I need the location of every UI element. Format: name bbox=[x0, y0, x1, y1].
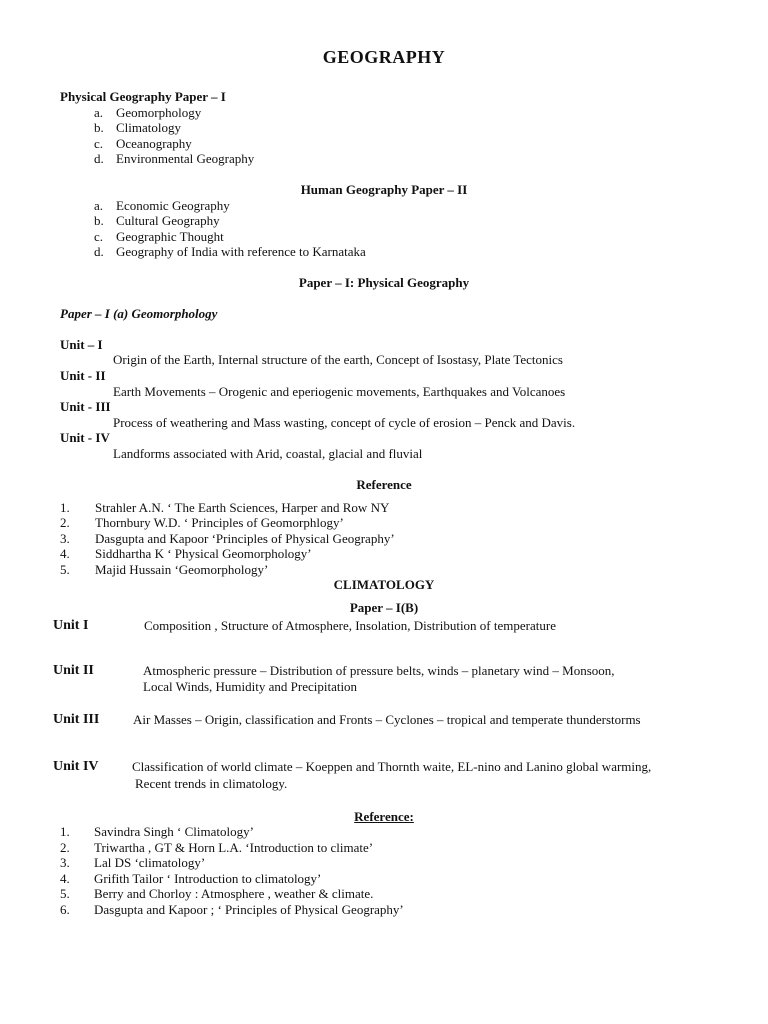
list-marker: c. bbox=[94, 229, 104, 244]
unit-text: Earth Movements – Orogenic and eperiogenic movements, Earthquakes and Volcanoes bbox=[113, 384, 566, 399]
list-marker: c. bbox=[94, 136, 104, 151]
unit-text: Air Masses – Origin, classification and Fronts – Cyclones – tropical and temperate thunderstorms bbox=[133, 712, 641, 727]
reference-number: 2. bbox=[60, 515, 70, 530]
list-marker: d. bbox=[94, 151, 104, 166]
unit-label: Unit - II bbox=[60, 368, 106, 383]
reference-heading: Reference bbox=[356, 477, 412, 492]
list-item: Economic Geography bbox=[116, 198, 230, 213]
reference-item: Majid Hussain ‘Geomorphology’ bbox=[95, 562, 269, 577]
reference-item: Grifith Tailor ‘ Introduction to climatology’ bbox=[94, 871, 322, 886]
list-item: Cultural Geography bbox=[116, 213, 220, 228]
reference-number: 6. bbox=[60, 902, 70, 917]
reference-number: 5. bbox=[60, 562, 70, 577]
reference-number: 3. bbox=[60, 531, 70, 546]
page-title: GEOGRAPHY bbox=[322, 47, 446, 67]
reference-item: Savindra Singh ‘ Climatology’ bbox=[94, 824, 254, 839]
geomorphology-heading: Paper – I (a) Geomorphology bbox=[60, 306, 218, 321]
reference-number: 5. bbox=[60, 886, 70, 901]
list-item: Geography of India with reference to Karnataka bbox=[116, 244, 366, 259]
unit-label: Unit IV bbox=[53, 759, 99, 774]
reference-item: Thornbury W.D. ‘ Principles of Geomorphlogy’ bbox=[95, 515, 344, 530]
unit-text: Classification of world climate – Koeppen and Thornth waite, EL-nino and Lanino global warming, bbox=[132, 759, 652, 774]
list-marker: b. bbox=[94, 120, 104, 135]
unit-text: Local Winds, Humidity and Precipitation bbox=[143, 679, 358, 694]
reference-item: Berry and Chorloy : Atmosphere , weather & climate. bbox=[94, 886, 374, 901]
reference-number: 2. bbox=[60, 840, 70, 855]
unit-label: Unit III bbox=[53, 712, 100, 727]
unit-label: Unit - III bbox=[60, 399, 111, 414]
unit-text: Atmospheric pressure – Distribution of pressure belts, winds – planetary wind – Monsoon, bbox=[143, 663, 615, 678]
paper1-heading: Physical Geography Paper – I bbox=[60, 89, 226, 104]
unit-label: Unit – I bbox=[60, 337, 103, 352]
unit-label: Unit I bbox=[53, 618, 89, 633]
reference-item: Siddhartha K ‘ Physical Geomorphology’ bbox=[95, 546, 312, 561]
reference-number: 1. bbox=[60, 824, 70, 839]
unit-text: Landforms associated with Arid, coastal, glacial and fluvial bbox=[113, 446, 423, 461]
section-heading: Paper – I: Physical Geography bbox=[298, 275, 470, 290]
list-marker: d. bbox=[94, 244, 104, 259]
unit-text: Recent trends in climatology. bbox=[135, 776, 288, 791]
list-item: Oceanography bbox=[116, 136, 192, 151]
reference-item: Triwartha , GT & Horn L.A. ‘Introduction to climate’ bbox=[94, 840, 374, 855]
reference-item: Strahler A.N. ‘ The Earth Sciences, Harper and Row NY bbox=[95, 500, 390, 515]
list-marker: a. bbox=[94, 105, 104, 120]
unit-label: Unit II bbox=[53, 663, 94, 678]
climatology-heading: CLIMATOLOGY bbox=[333, 577, 435, 592]
reference-number: 3. bbox=[60, 855, 70, 870]
list-marker: a. bbox=[94, 198, 104, 213]
list-marker: b. bbox=[94, 213, 104, 228]
climatology-subheading: Paper – I(B) bbox=[349, 600, 419, 615]
reference-item: Dasgupta and Kapoor ‘Principles of Physical Geography’ bbox=[95, 531, 395, 546]
list-item: Climatology bbox=[116, 120, 181, 135]
unit-text: Process of weathering and Mass wasting, concept of cycle of erosion – Penck and Davis. bbox=[113, 415, 576, 430]
unit-text: Composition , Structure of Atmosphere, Insolation, Distribution of temperature bbox=[144, 618, 556, 633]
reference-number: 4. bbox=[60, 871, 70, 886]
list-item: Geographic Thought bbox=[116, 229, 224, 244]
reference-number: 1. bbox=[60, 500, 70, 515]
unit-text: Origin of the Earth, Internal structure of the earth, Concept of Isostasy, Plate Tectonics bbox=[113, 352, 563, 367]
reference-number: 4. bbox=[60, 546, 70, 561]
reference-heading: Reference: bbox=[354, 809, 414, 824]
reference-item: Lal DS ‘climatology’ bbox=[94, 855, 206, 870]
unit-label: Unit - IV bbox=[60, 430, 110, 445]
paper2-heading: Human Geography Paper – II bbox=[300, 182, 468, 197]
reference-item: Dasgupta and Kapoor ; ‘ Principles of Physical Geography’ bbox=[94, 902, 404, 917]
list-item: Geomorphology bbox=[116, 105, 202, 120]
list-item: Environmental Geography bbox=[116, 151, 255, 166]
